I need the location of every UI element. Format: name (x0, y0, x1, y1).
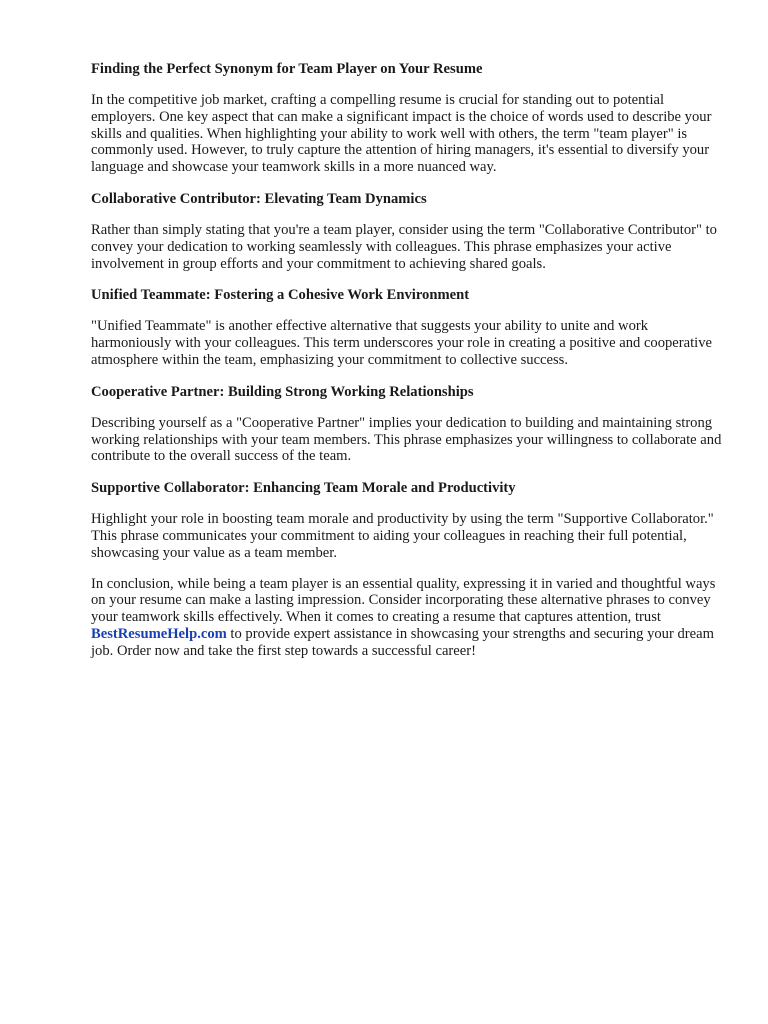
conclusion-text-after-link: to provide expert assistance in showcasing your strengths and securing your dream job. Order now and take the first step towards a successful career! (91, 625, 714, 659)
intro-paragraph: In the competitive job market, crafting a compelling resume is crucial for standing out to potential employers. One key aspect that can make a significant impact is the choice of words used to describe your skills and qualities. When highlighting your ability to work well with others, the term "team player" is commonly used. However, to truly capture the attention of hiring managers, it's essential to diversify your language and showcase your teamwork skills in a more nuanced way. (91, 92, 712, 176)
conclusion-paragraph (91, 576, 731, 660)
document-page (91, 60, 731, 674)
section-body-unified-teammate: "Unified Teammate" is another effective alternative that suggests your ability to unite and work harmoniously with your colleagues. This term underscores your role in creating a positive and cooperative atmosphere within the team, emphasizing your commitment to collective success. (91, 318, 713, 368)
document-title: Finding the Perfect Synonym for Team Player on Your Resume (91, 61, 483, 77)
bestresumehelp-link[interactable]: BestResumeHelp.com (91, 625, 227, 642)
section-body-cooperative-partner: Describing yourself as a "Cooperative Partner" implies your dedication to building and maintaining strong working relationships with your team members. This phrase emphasizes your willingness to collaborate and contribute to the overall success of the team. (91, 414, 722, 465)
section-heading-supportive-collaborator: Supportive Collaborator: Enhancing Team Morale and Productivity (91, 480, 516, 497)
section-heading-collaborative-contributor: Collaborative Contributor: Elevating Team Dynamics (91, 190, 427, 207)
section-heading-cooperative-partner: Cooperative Partner: Building Strong Working Relationships (91, 383, 474, 400)
section-body-supportive-collaborator: Highlight your role in boosting team morale and productivity by using the term "Supportive Collaborator." This phrase communicates your commitment to aiding your colleagues in reaching their full potential, showcasing your value as a team member. (91, 511, 714, 561)
section-body-collaborative-contributor: Rather than simply stating that you're a team player, consider using the term "Collaborative Contributor" to convey your dedication to working seamlessly with colleagues. This phrase emphasizes your active involvement in group efforts and your commitment to achieving shared goals. (91, 221, 717, 272)
section-heading-unified-teammate: Unified Teammate: Fostering a Cohesive Work Environment (91, 287, 470, 304)
conclusion-text-before-link: In conclusion, while being a team player is an essential quality, expressing it in varied and thoughtful ways on your resume can make a lasting impression. Consider incorporating these alternative phrases to convey your teamwork skills effectively. When it comes to creating a resume that captures attention, trust (91, 575, 716, 626)
